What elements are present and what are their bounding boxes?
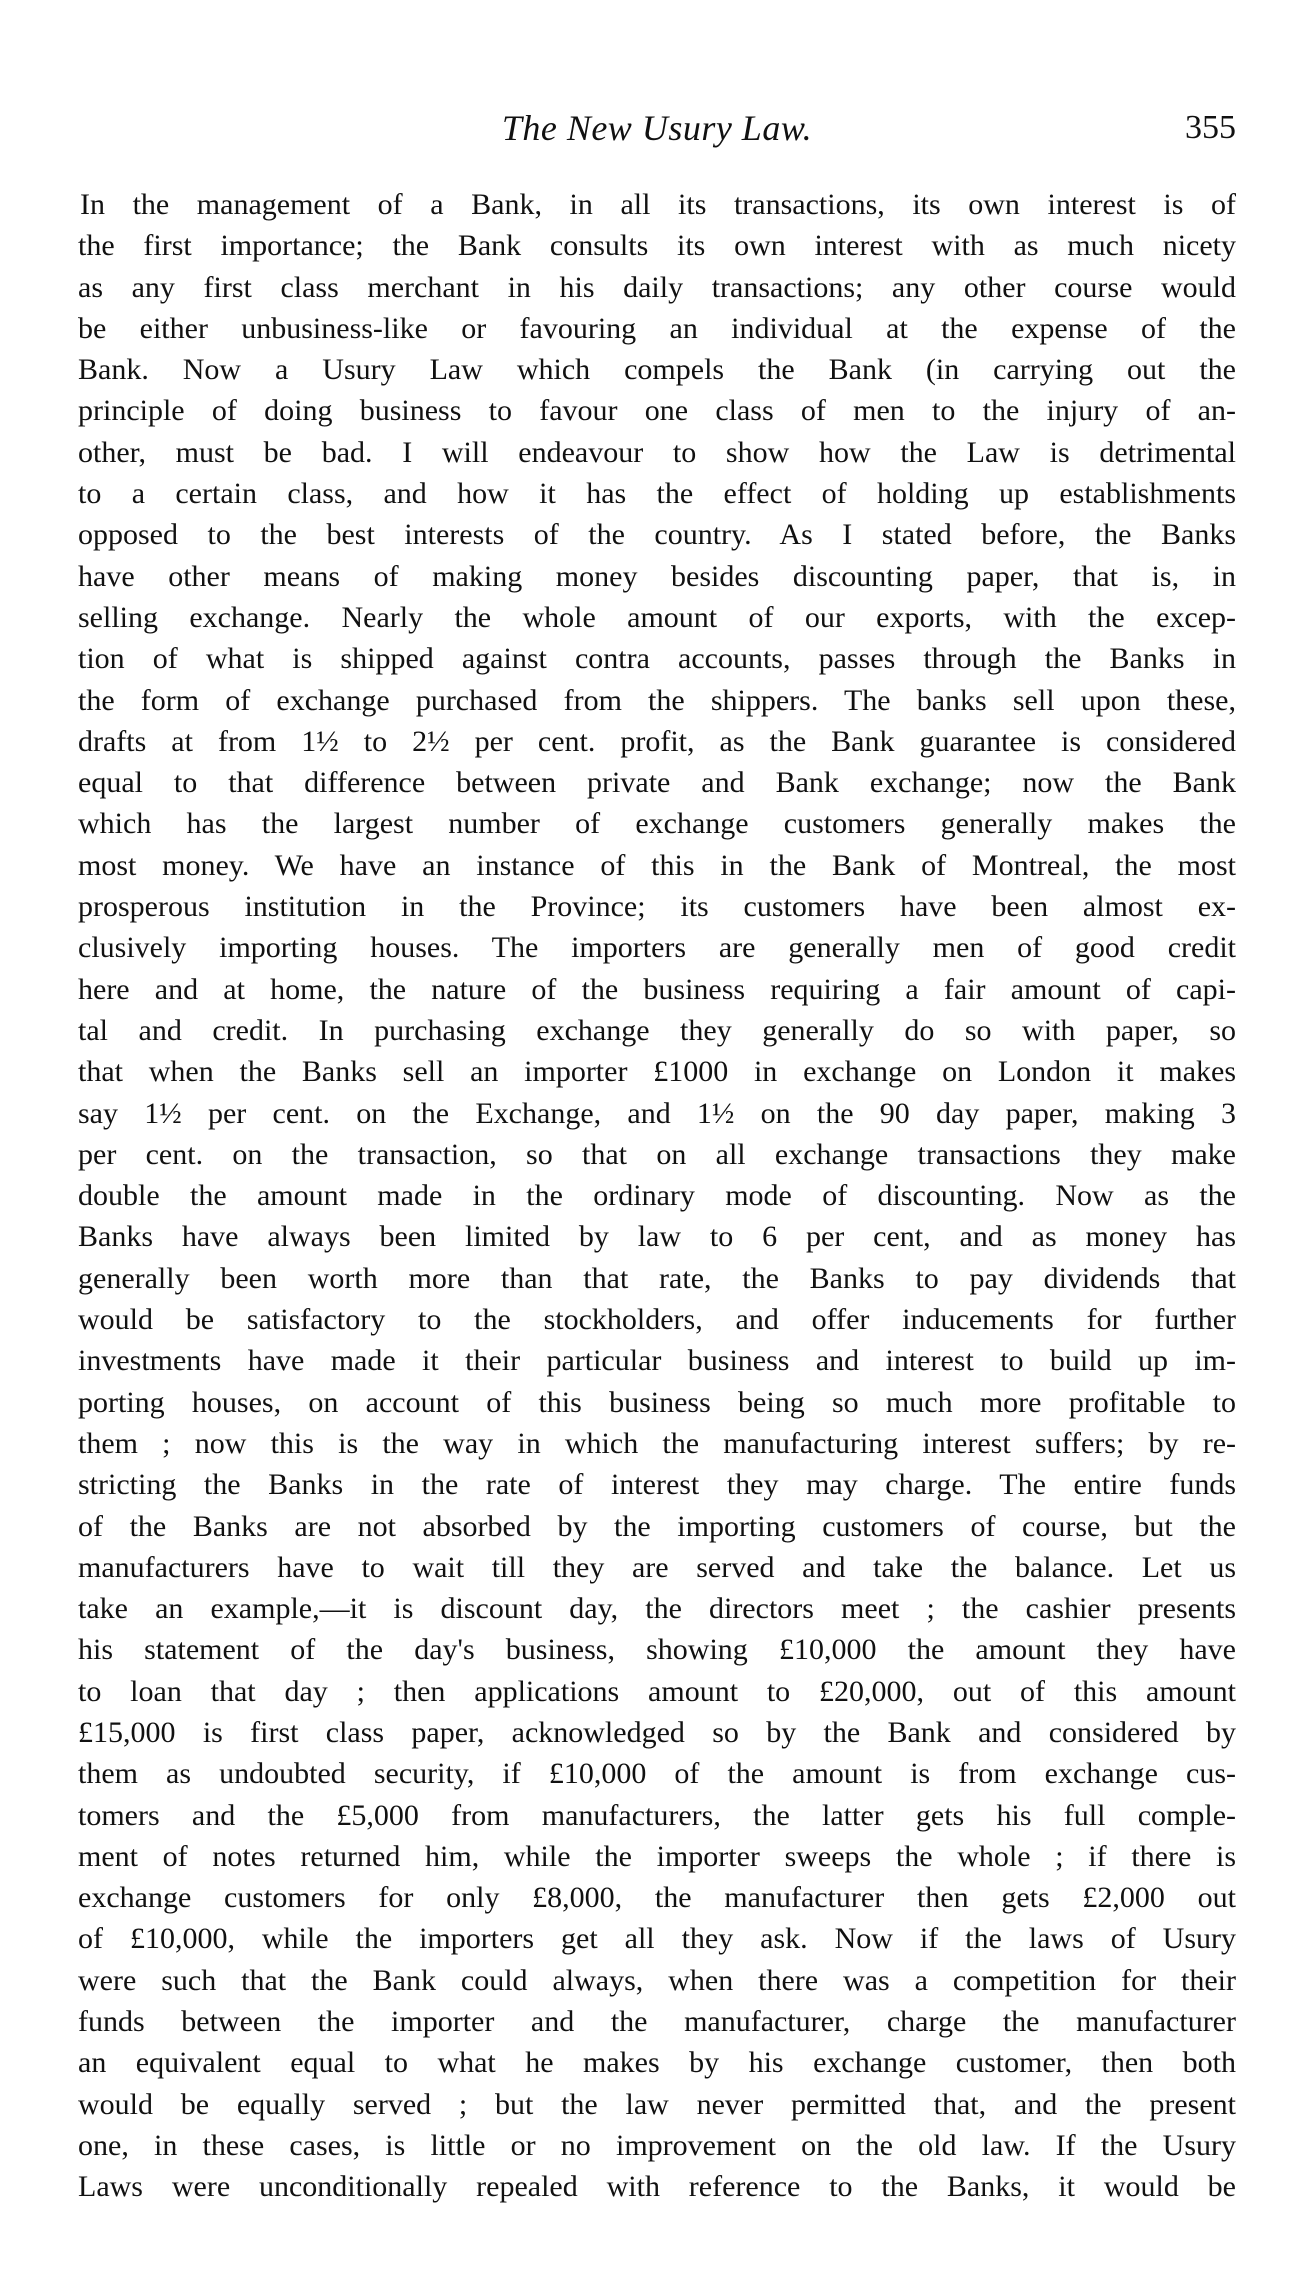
text-line: principle of doing business to favour one class of men to the injury of an- — [78, 394, 1236, 428]
text-line: take an example,—it is discount day, the directors meet ; the cashier presents — [78, 1592, 1236, 1626]
page-number: 355 — [1185, 109, 1236, 146]
text-line: tal and credit. In purchasing exchange they generally do so with paper, so — [78, 1013, 1236, 1047]
text-line: drafts at from 1½ to 2½ per cent. profit, as the Bank guarantee is considered — [78, 724, 1236, 758]
text-line: to loan that day ; then applications amount to £20,000, out of this amount — [78, 1674, 1236, 1708]
text-line: to a certain class, and how it has the effect of holding up establishments — [78, 477, 1236, 511]
text-line: them ; now this is the way in which the manufacturing interest suffers; by re- — [78, 1426, 1236, 1460]
text-line: of £10,000, while the importers get all they ask. Now if the laws of Usury — [78, 1922, 1236, 1956]
text-line: stricting the Banks in the rate of interest they may charge. The entire funds — [78, 1468, 1236, 1502]
text-line: tion of what is shipped against contra accounts, passes through the Banks in — [78, 642, 1236, 676]
text-line: of the Banks are not absorbed by the importing customers of course, but the — [78, 1509, 1236, 1543]
text-line: tomers and the £5,000 from manufacturers, the latter gets his full comple- — [78, 1798, 1236, 1832]
text-line: an equivalent equal to what he makes by his exchange customer, then both — [78, 2046, 1236, 2080]
text-line: selling exchange. Nearly the whole amount of our exports, with the excep- — [78, 600, 1236, 634]
text-line: opposed to the best interests of the country. As I stated before, the Banks — [78, 518, 1236, 552]
text-line: clusively importing houses. The importers are generally men of good credit — [78, 931, 1236, 965]
text-line: as any first class merchant in his daily transactions; any other course would — [78, 270, 1236, 304]
text-line: funds between the importer and the manufacturer, charge the manufacturer — [78, 2005, 1236, 2039]
text-line: his statement of the day's business, showing £10,000 the amount they have — [78, 1633, 1236, 1667]
text-line: here and at home, the nature of the business requiring a fair amount of capi- — [78, 972, 1236, 1006]
text-line: were such that the Bank could always, when there was a competition for their — [78, 1963, 1236, 1997]
text-line: In the management of a Bank, in all its transactions, its own interest is of — [80, 188, 1236, 221]
body-text — [78, 184, 1236, 2208]
text-line: manufacturers have to wait till they are served and take the balance. Let us — [78, 1550, 1236, 1584]
text-line: Banks have always been limited by law to 6 per cent, and as money has — [78, 1220, 1236, 1254]
text-line: have other means of making money besides discounting paper, that is, in — [78, 559, 1236, 593]
text-line: other, must be bad. I will endeavour to show how the Law is detrimental — [78, 435, 1236, 469]
text-line: ment of notes returned him, while the importer sweeps the whole ; if there is — [78, 1839, 1236, 1873]
text-line: be either unbusiness-like or favouring an individual at the expense of the — [78, 311, 1236, 345]
running-head — [78, 104, 1236, 152]
text-line: investments have made it their particular business and interest to build up im- — [78, 1344, 1236, 1378]
text-line: exchange customers for only £8,000, the manufacturer then gets £2,000 out — [78, 1881, 1236, 1915]
text-line: prosperous institution in the Province; its customers have been almost ex- — [78, 890, 1236, 924]
text-line: double the amount made in the ordinary mode of discounting. Now as the — [78, 1179, 1236, 1213]
text-line: which has the largest number of exchange customers generally makes the — [78, 807, 1236, 841]
text-line: that when the Banks sell an importer £1000 in exchange on London it makes — [78, 1055, 1236, 1089]
text-line: Laws were unconditionally repealed with reference to the Banks, it would be — [78, 2170, 1236, 2204]
text-line: Bank. Now a Usury Law which compels the Bank (in carrying out the — [78, 353, 1236, 387]
running-title: The New Usury Law. — [501, 108, 813, 148]
text-line: the first importance; the Bank consults its own interest with as much nicety — [78, 229, 1236, 263]
text-line: per cent. on the transaction, so that on all exchange transactions they make — [78, 1137, 1236, 1171]
text-line: would be satisfactory to the stockholders, and offer inducements for further — [78, 1303, 1236, 1337]
text-line: £15,000 is first class paper, acknowledged so by the Bank and considered by — [78, 1715, 1236, 1749]
text-line: would be equally served ; but the law never permitted that, and the present — [78, 2087, 1236, 2121]
text-line: generally been worth more than that rate, the Banks to pay dividends that — [78, 1261, 1236, 1295]
text-line: them as undoubted security, if £10,000 of the amount is from exchange cus- — [78, 1757, 1236, 1791]
text-line: equal to that difference between private and Bank exchange; now the Bank — [78, 766, 1236, 800]
text-line: say 1½ per cent. on the Exchange, and 1½ on the 90 day paper, making 3 — [78, 1096, 1236, 1130]
text-line: one, in these cases, is little or no improvement on the old law. If the Usury — [78, 2128, 1236, 2162]
text-line: most money. We have an instance of this in the Bank of Montreal, the most — [78, 848, 1236, 882]
text-line: porting houses, on account of this business being so much more profitable to — [78, 1385, 1236, 1419]
text-line: the form of exchange purchased from the shippers. The banks sell upon these, — [78, 683, 1236, 717]
